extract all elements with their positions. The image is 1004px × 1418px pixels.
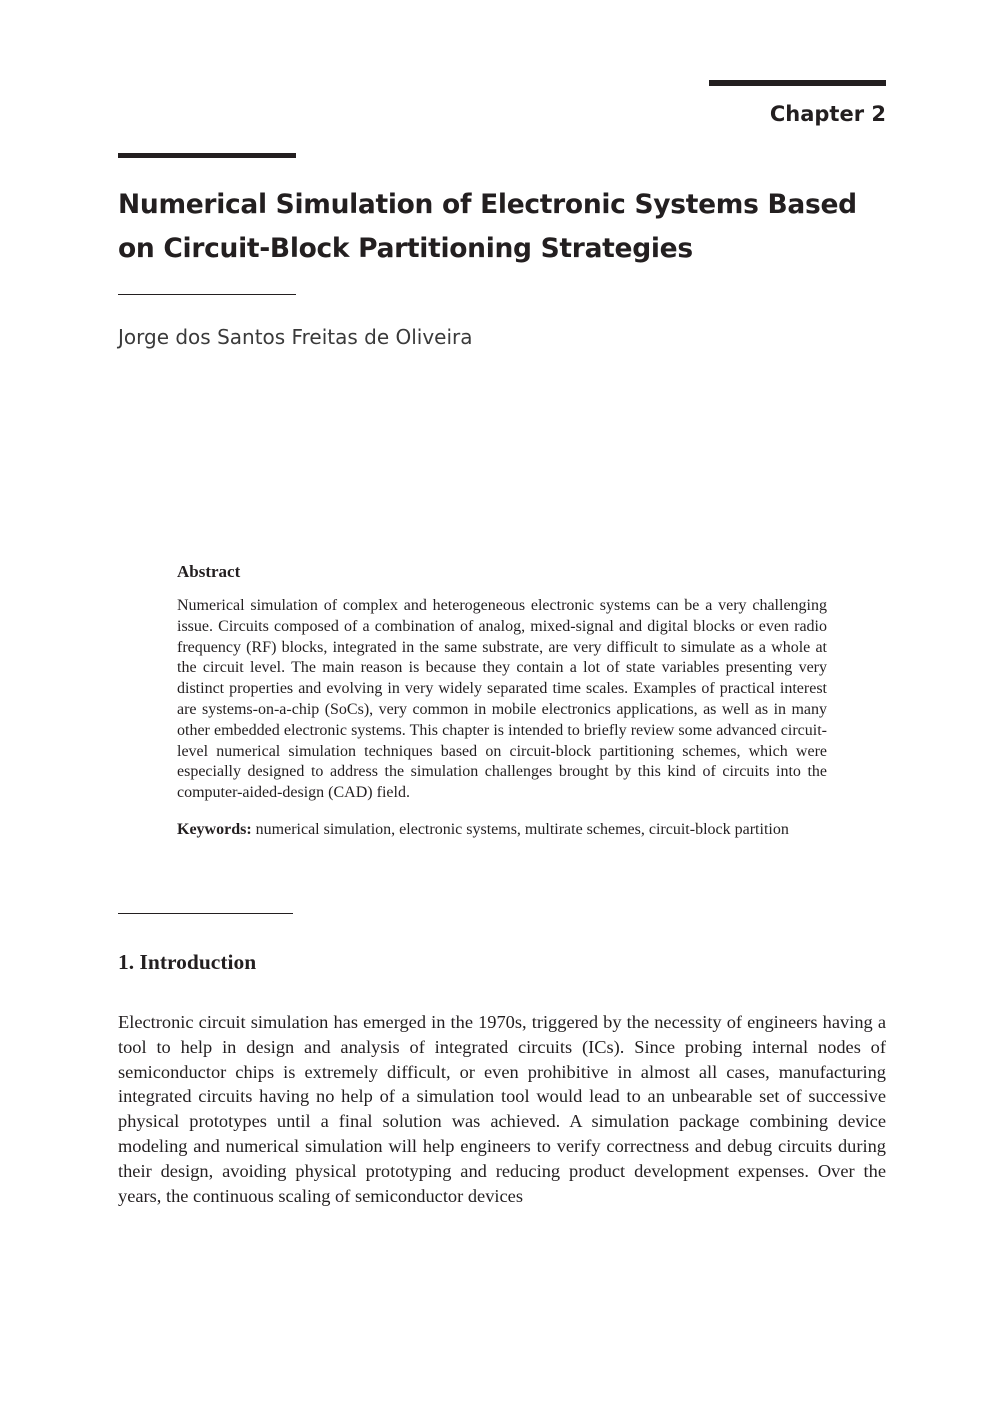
section-heading: 1. Introduction — [118, 950, 257, 974]
chapter-label: Chapter 2 — [769, 102, 886, 126]
title-rule-bottom — [118, 294, 296, 295]
keywords — [177, 820, 827, 841]
introduction-section — [118, 947, 886, 1208]
abstract-rule — [118, 913, 293, 914]
keywords-label: Keywords: — [177, 820, 252, 838]
chapter-title: Numerical Simulation of Electronic Systems Based on Circuit-Block Partitioning Strategies — [118, 189, 857, 264]
section-text: Electronic circuit simulation has emerged in the 1970s, triggered by the necessity of engineers having a tool to help in design and analysis of integrated circuits (ICs). Since probing internal nodes of semiconductor chips is extremely difficult, or even prohibitive in almost all cases, manufacturing integrated circuits having no help of a simulation tool would lead to an unbearable set of successive physical prototypes until a final solution was achieved. A simulation package combining device modeling and numerical simulation will help engineers to verify correctness and debug circuits during their design, avoiding physical prototyping and reducing product development expenses. Over the years, the continuous scaling of semiconductor devices — [118, 1012, 886, 1206]
keywords-list: numerical simulation, electronic systems, multirate schemes, circuit-block partition — [255, 820, 789, 838]
author-name: Jorge dos Santos Freitas de Oliveira — [118, 325, 473, 349]
abstract-block — [177, 560, 827, 841]
abstract-text: Numerical simulation of complex and heterogeneous electronic systems can be a very challenging issue. Circuits composed of a combination of analog, mixed-signal and digital blocks or even radio frequency (RF) blocks, integrated in the same substrate, are very difficult to simulate as a whole at the circuit level. The main reason is because they contain a lot of state variables presenting very distinct properties and evolving in very widely separated time scales. Examples of practical interest are systems-on-a-chip (SoCs), very common in mobile electronics applications, as well as in many other embedded electronic systems. This chapter is intended to briefly review some advanced circuit-level numerical simulation techniques based on circuit-block partitioning schemes, which were especially designed to address the simulation challenges brought by this kind of circuits into the computer-aided-design (CAD) field. — [177, 597, 827, 802]
abstract-heading: Abstract — [177, 562, 241, 581]
chapter-rule — [709, 80, 886, 86]
title-rule-top — [118, 153, 296, 158]
